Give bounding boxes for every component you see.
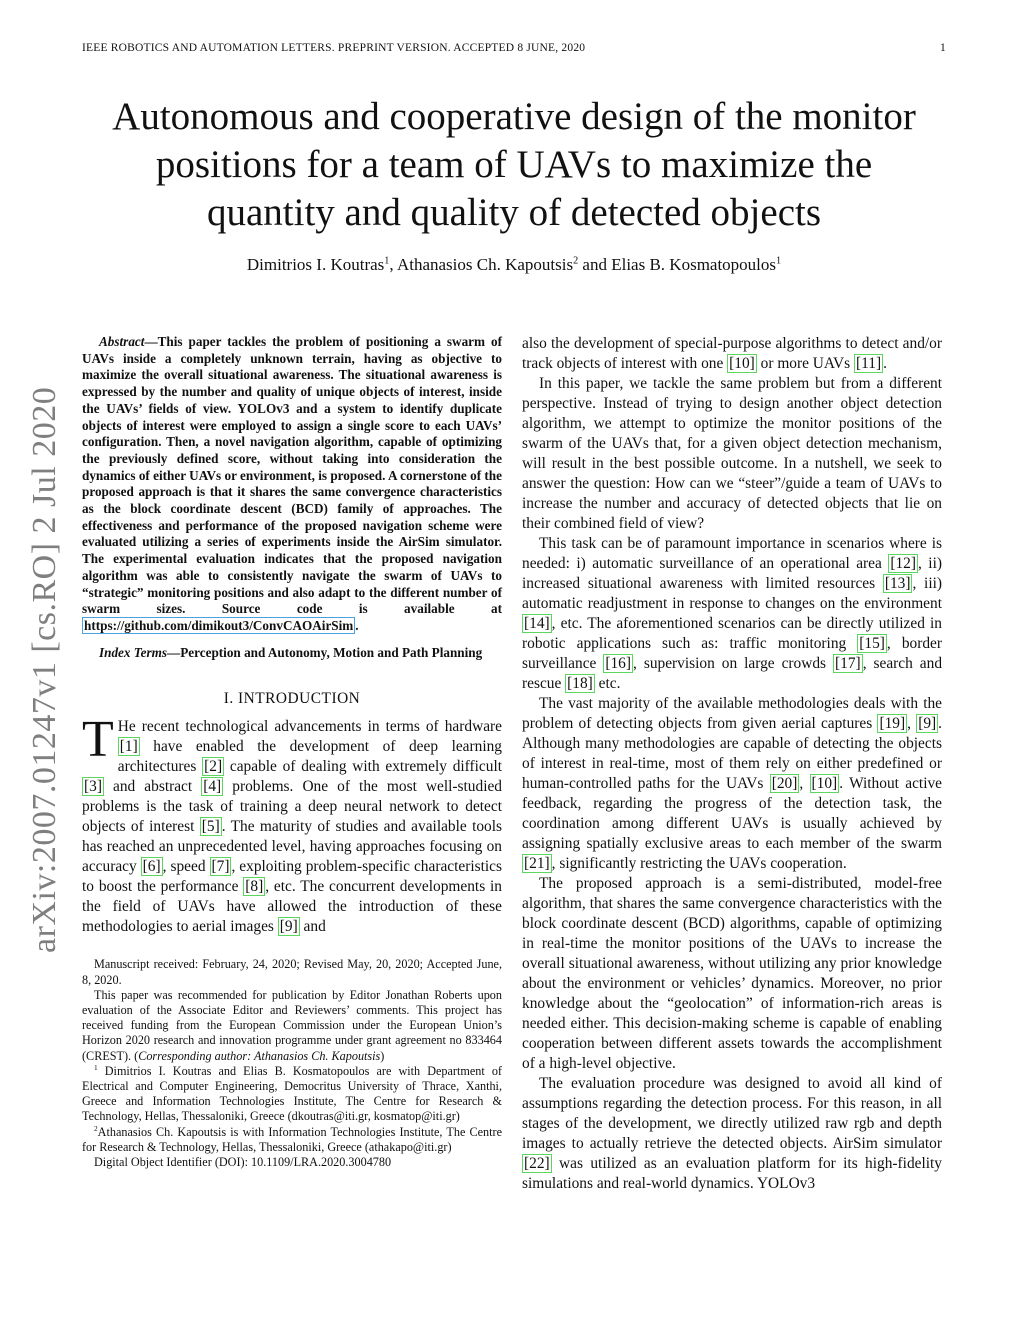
footnote-doi: Digital Object Identifier (DOI): 10.1109/LRA.2020.3004780 — [94, 1155, 392, 1169]
footnote-affiliation-2: $^2$Athanasios Ch. Kapoutsis is with Information Technologies Institute, The Centre for Research & Technology, Hellas, Thessaloniki, Greece (athakapo@iti.gr) — [82, 1123, 502, 1154]
citation-link[interactable]: [11] — [856, 355, 882, 372]
citation-link[interactable]: [18] — [567, 675, 593, 692]
right-paragraph-4: The vast majority of the available methodologies deals with the problem of detecting objects from given aerial captures [19] , [9] . Although many methodologies are capable of detecting the objects of interest in real-time, most of them rely on either predefined or human-controlled paths for the UAVs [20] , [10] . Without active feedback, regarding the progress of the detection task, the coordination among different UAVs is usually achieved by assigning spatially exclusive areas to each member of the swarm [21] , significantly restricting the UAVs cooperation. — [522, 695, 942, 872]
right-paragraph-6: The evaluation procedure was designed to avoid all kind of assumptions regarding the detection process. For this reason, in all stages of the development, we directly utilized raw rgb and depth images to actually retrieve the detected objects. AirSim simulator [22] was utilized as an evaluation platform for its high-fidelity simulations and real-world dynamics. YOLOv3 — [522, 1075, 942, 1192]
citation-link[interactable]: [12] — [890, 555, 916, 572]
citation-link[interactable]: [2] — [204, 758, 223, 776]
citation-link[interactable]: [19] — [879, 715, 906, 732]
left-column — [82, 334, 502, 1170]
citation-link[interactable]: [16] — [605, 655, 631, 672]
title-line-1: Autonomous and cooperative design of the monitor — [112, 95, 916, 138]
running-title: IEEE ROBOTICS AND AUTOMATION LETTERS. PREPRINT VERSION. ACCEPTED 8 JUNE, 2020 — [82, 42, 586, 54]
citation-link[interactable]: [7] — [211, 858, 230, 876]
footnote-funding: This paper was recommended for publication by Editor Jonathan Roberts upon evaluation of the Associate Editor and Reviewers’ comments. This project has received funding from the European Commission under the European Union’s Horizon 2020 research and innovation programme under grant agreement no 833464 (CREST). (Corresponding author: Athanasios Ch. Kapoutsis) — [82, 987, 502, 1063]
citation-link[interactable]: [3] — [84, 778, 102, 796]
citation-link[interactable]: [10] — [729, 355, 755, 372]
author-3: Elias B. Kosmatopoulos — [611, 255, 777, 274]
citation-link[interactable]: [14] — [524, 615, 550, 632]
citation-link[interactable]: [9] — [918, 715, 937, 732]
citation-link[interactable]: [22] — [524, 1155, 550, 1172]
citation-link[interactable]: [6] — [142, 858, 161, 876]
title-line-2: positions for a team of UAVs to maximize the — [155, 143, 873, 186]
citation-link[interactable]: [1] — [119, 738, 138, 756]
section-heading-introduction: I. INTRODUCTION — [223, 690, 361, 708]
title-line-3: quantity and quality of detected objects — [206, 191, 822, 234]
author-3-affil: 1 — [776, 255, 782, 267]
citation-link[interactable]: [15] — [859, 635, 885, 652]
author-list: Dimitrios I. Koutras$^1$, Athanasios Ch. Kapoutsis$^2$ and Elias B. Kosmatopoulos$^1$ — [246, 255, 782, 274]
abstract-text: This paper tackles the problem of positioning a swarm of UAVs inside a completely unknown terrain, having as objective to maximize the overall situational awareness. The situational awareness is expressed by the number and quality of unique objects of interest, inside the UAVs’ fields of view. YOLOv3 and a system to identify duplicate objects of interest were employed to assign a single score to each UAVs’ configuration. Then, a novel navigation algorithm, capable of optimizing the previously defined score, without taking into consideration the dynamics of either UAVs or environment, is proposed. A cornerstone of the proposed approach is that it shares the same convergence characteristics as the block coordinate descent (BCD) family of approaches. The effectiveness and performance of the proposed navigation scheme were evaluated utilizing a series of experiments inside the AirSim simulator. The experimental evaluation indicates that the proposed navigation algorithm was able to consistently navigate the swarm of UAVs to “strategic” monitoring positions and also adapt to the different number of swarm sizes. Source code is available at — [82, 334, 502, 617]
citation-link[interactable]: [17] — [835, 655, 861, 672]
author-1: Dimitrios I. Koutras — [246, 255, 385, 274]
index-terms-text: Perception and Autonomy, Motion and Path Planning — [180, 644, 483, 660]
author-1-affil: 1 — [384, 255, 390, 267]
index-terms: Index Terms—Perception and Autonomy, Motion and Path Planning — [99, 644, 483, 660]
right-column — [522, 334, 942, 1194]
citation-link[interactable]: [8] — [245, 878, 264, 896]
footnote-affiliation-1: $^1$ Dimitrios I. Koutras and Elias B. Kosmatopoulos are with Department of Electrical and Computer Engineering, Democritus University of Thrace, Xanthi, Greece and Information Technologies Institute, The Centre for Research & Technology, Hellas, Thessaloniki, Greece (dkoutras@iti.gr, kosmatop@iti.gr) — [82, 1062, 502, 1124]
drop-cap: T — [82, 711, 114, 769]
abstract-label: Abstract — [99, 334, 145, 349]
citation-link[interactable]: [21] — [524, 855, 550, 872]
source-code-link[interactable]: https://github.com/dimikout3/ConvCAOAirSim — [84, 617, 354, 633]
citation-link[interactable]: [10] — [811, 775, 838, 792]
citation-link[interactable]: [5] — [201, 818, 220, 836]
right-paragraph-3: This task can be of paramount importance in scenarios where is needed: i) automatic surveillance of an operational area [12] , ii) increased situational awareness with limited resources [13] , iii) automatic readjustment in response to changes on the environment [14] , etc. The aforementioned scenarios can be directly utilized in robotic applications such as: traffic monitoring [15] , border surveillance [16] , supervision on large crowds [17] , search and rescue [18] etc. — [522, 535, 943, 692]
arxiv-stamp: arXiv:2007.01247v1 [cs.RO] 2 Jul 2020 — [26, 386, 63, 953]
footnotes — [82, 957, 502, 1170]
right-paragraph-2: In this paper, we tackle the same problem but from a different perspective. Instead of trying to design another object detection algorithm, we attempt to optimize the monitor positions of the swarm of the UAVs that, for a given object detection mechanism, will result in the best possible outcome. In a nutshell, we seek to answer the question: How can we “steer”/guide a team of UAVs to increase the number and accuracy of detected objects that lie on their combined field of view? — [522, 375, 942, 532]
paper-title — [82, 93, 946, 237]
right-paragraph-5: The proposed approach is a semi-distributed, model-free algorithm, that shares the same convergence characteristics with the block coordinate descent (BCD) algorithms, capable of optimizing in real-time the monitor positions of the UAVs to increase the overall situational awareness, without utilizing any prior knowledge about the environment or vehicles’ dynamics. Moreover, no prior knowledge about the “geolocation” of information-rich areas is needed either. This decision-making scheme is capable of enabling cooperation between different assets towards the accomplishment of a high-level objective. — [522, 875, 942, 1072]
right-paragraph-1: also the development of special-purpose algorithms to detect and/or track objects of interest with one [10] or more UAVs [11] . — [522, 335, 942, 372]
citation-link[interactable]: [4] — [203, 778, 222, 796]
intro-paragraph: T He recent technological advancements in terms of hardware [1] have enabled the development of deep learning architectures [2] capable of dealing with extremely difficult [3] and abstract [4] problems. One of the most well-studied problems is the task of training a deep neural network to detect objects of interest [5] . The maturity of studies and available tools has reached an unprecedented level, having approaches focusing on accuracy [6] , speed [7] , exploiting problem-specific characteristics to boost the performance [8] , etc. The concurrent developments in the field of UAVs have allowed the introduction of these methodologies to aerial images [9] and — [82, 711, 503, 936]
abstract: Abstract—This paper tackles the problem of positioning a swarm of UAVs inside a completely unknown terrain, having as objective to maximize the overall situational awareness. The situational awareness is expressed by the number and quality of unique objects of interest, inside the UAVs’ fields of view. YOLOv3 and a system to identify duplicate objects of interest were employed to assign a single score to each UAVs’ configuration. Then, a novel navigation algorithm, capable of optimizing the previously defined score, without taking into consideration the dynamics of either UAVs or environment, is proposed. A cornerstone of the proposed approach is that it shares the same convergence characteristics as the block coordinate descent (BCD) family of approaches. The effectiveness and performance of the proposed navigation scheme were evaluated utilizing a series of experiments inside the AirSim simulator. The experimental evaluation indicates that the proposed navigation algorithm was able to consistently navigate the swarm of UAVs to “strategic” monitoring positions and also adapt to the different number of swarm sizes. Source code is available at https://github.com/dimikout3/ConvCAOAirSim . — [82, 334, 502, 633]
author-2: Athanasios Ch. Kapoutsis — [396, 255, 574, 274]
author-2-affil: 2 — [573, 255, 579, 267]
citation-link[interactable]: [9] — [279, 918, 298, 936]
footnote-manuscript: Manuscript received: February, 24, 2020; Revised May, 20, 2020; Accepted June, 8, 2020. — [82, 957, 502, 987]
page-number: 1 — [940, 42, 946, 54]
citation-link[interactable]: [20] — [771, 775, 798, 792]
index-terms-label: Index Terms — [99, 644, 168, 660]
citation-link[interactable]: [13] — [884, 575, 911, 592]
running-header — [82, 42, 946, 58]
